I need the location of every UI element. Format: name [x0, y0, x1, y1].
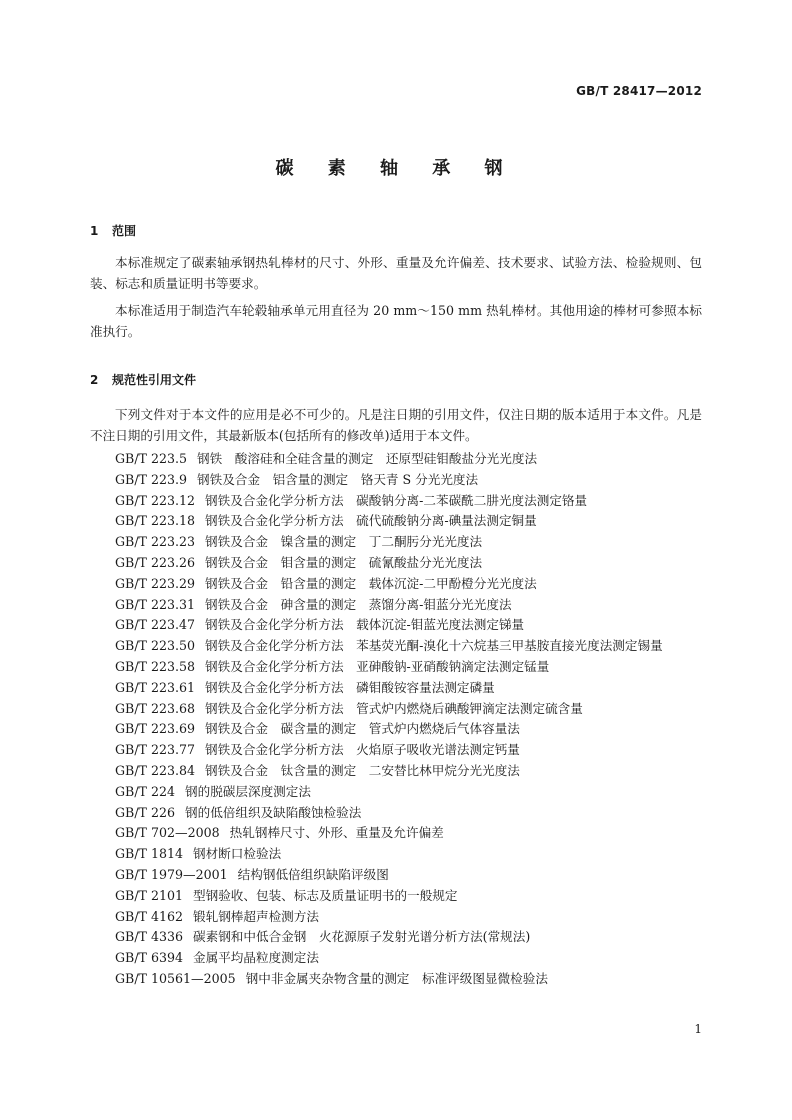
reference-item: [90, 803, 702, 824]
reference-title: 碳素钢和中低合金钢 火花源原子发射光谱分析方法(常规法): [193, 929, 531, 945]
reference-title: 钢铁及合金 镍含量的测定 丁二酮肟分光光度法: [205, 534, 483, 550]
section-2-heading: [90, 371, 196, 388]
reference-title: 钢铁及合金化学分析方法 磷钼酸铵容量法测定磷量: [205, 679, 495, 695]
reference-title: 钢铁及合金化学分析方法 载体沉淀-钼蓝光度法测定锑量: [205, 617, 525, 633]
reference-item: [90, 761, 702, 782]
reference-title: 钢铁及合金 铝含量的测定 铬天青 S 分光光度法: [197, 471, 479, 487]
reference-title: 钢的脱碳层深度测定法: [185, 783, 311, 799]
reference-item: [90, 907, 702, 928]
document-title: 碳 素 轴 承 钢: [275, 158, 517, 179]
reference-item: [90, 470, 702, 491]
page-number: 1: [694, 1022, 702, 1036]
reference-code: GB/T 223.5: [115, 451, 188, 466]
references-intro: 下列文件对于本文件的应用是必不可少的。凡是注日期的引用文件，仅注日期的版本适用于本文件。凡是不注日期的引用文件，其最新版本(包括所有的修改单)适用于本文件。: [90, 407, 702, 443]
reference-title: 钢的低倍组织及缺陷酸蚀检验法: [185, 804, 362, 820]
reference-code: GB/T 702—2008: [115, 825, 220, 841]
reference-title: 钢铁及合金 铅含量的测定 载体沉淀-二甲酚橙分光光度法: [205, 575, 537, 591]
reference-code: GB/T 1814: [115, 846, 184, 862]
reference-item: [90, 927, 702, 948]
reference-code: GB/T 223.84: [115, 762, 196, 778]
reference-code: GB/T 223.23: [115, 534, 196, 550]
reference-code: GB/T 224: [115, 783, 175, 799]
reference-item: [90, 449, 702, 470]
reference-list: [90, 449, 702, 990]
reference-item: [90, 615, 702, 636]
reference-code: GB/T 223.50: [115, 638, 196, 654]
reference-code: GB/T 223.26: [115, 554, 196, 570]
scope-paragraph-2: 本标准适用于制造汽车轮毂轴承单元用直径为 20 mm～150 mm 热轧棒材。其他用途的棒材可参照本标准执行。: [90, 303, 702, 339]
section-title: 规范性引用文件: [112, 373, 197, 387]
reference-title: 结构钢低倍组织缺陷评级图: [237, 866, 389, 882]
reference-code: GB/T 223.68: [115, 700, 196, 716]
reference-code: GB/T 1979—2001: [115, 866, 228, 882]
reference-item: [90, 511, 702, 532]
reference-code: GB/T 6394: [115, 950, 184, 966]
reference-item: [90, 948, 702, 969]
reference-title: 钢铁及合金化学分析方法 火焰原子吸收光谱法测定钙量: [205, 742, 520, 758]
reference-code: GB/T 223.12: [115, 492, 196, 508]
reference-item: [90, 865, 702, 886]
reference-item: [90, 823, 702, 844]
reference-title: 钢铁 酸溶硅和全硅含量的测定 还原型硅钼酸盐分光光度法: [197, 451, 538, 466]
reference-code: GB/T 2101: [115, 887, 184, 903]
reference-item: [90, 657, 702, 678]
reference-item: [90, 886, 702, 907]
reference-item: [90, 636, 702, 657]
reference-item: [90, 699, 702, 720]
reference-code: GB/T 223.61: [115, 679, 196, 695]
reference-title: 钢铁及合金化学分析方法 管式炉内燃烧后碘酸钾滴定法测定硫含量: [205, 700, 583, 716]
reference-title: 钢铁及合金化学分析方法 硫代硫酸钠分离-碘量法测定铜量: [205, 513, 537, 529]
reference-item: [90, 678, 702, 699]
reference-item: [90, 969, 702, 990]
reference-code: GB/T 223.29: [115, 575, 196, 591]
reference-code: GB/T 4336: [115, 929, 184, 945]
reference-item: [90, 782, 702, 803]
reference-code: GB/T 226: [115, 804, 175, 820]
reference-title: 锻轧钢棒超声检测方法: [193, 908, 319, 924]
reference-title: 钢中非金属夹杂物含量的测定 标准评级图显微检验法: [245, 970, 548, 986]
reference-code: GB/T 223.58: [115, 658, 196, 674]
reference-code: GB/T 10561—2005: [115, 970, 236, 986]
reference-code: GB/T 223.31: [115, 596, 196, 612]
reference-item: [90, 844, 702, 865]
section-number: 1: [90, 224, 99, 238]
reference-code: GB/T 223.9: [115, 471, 188, 487]
reference-code: GB/T 223.18: [115, 513, 196, 529]
section-1-heading: [90, 222, 136, 239]
reference-title: 钢铁及合金化学分析方法 碳酸钠分离-二苯碳酰二肼光度法测定铬量: [205, 492, 588, 508]
reference-code: GB/T 223.47: [115, 617, 196, 633]
section-number: 2: [90, 373, 99, 387]
reference-item: [90, 491, 702, 512]
reference-title: 型钢验收、包装、标志及质量证明书的一般规定: [193, 887, 458, 903]
reference-item: [90, 595, 702, 616]
reference-title: 钢铁及合金 砷含量的测定 蒸馏分离-钼蓝分光光度法: [205, 596, 512, 612]
section-title: 范围: [112, 224, 137, 238]
reference-item: [90, 553, 702, 574]
reference-title: 钢铁及合金化学分析方法 苯基荧光酮-溴化十六烷基三甲基胺直接光度法测定锡量: [205, 638, 663, 654]
reference-title: 热轧钢棒尺寸、外形、重量及允许偏差: [229, 825, 444, 841]
reference-title: 钢铁及合金化学分析方法 亚砷酸钠-亚硝酸钠滴定法测定锰量: [205, 658, 550, 674]
reference-code: GB/T 223.77: [115, 742, 196, 758]
reference-title: 金属平均晶粒度测定法: [193, 950, 319, 966]
reference-title: 钢铁及合金 碳含量的测定 管式炉内燃烧后气体容量法: [205, 721, 520, 737]
reference-title: 钢铁及合金 钼含量的测定 硫氰酸盐分光光度法: [205, 554, 483, 570]
reference-code: GB/T 4162: [115, 908, 184, 924]
reference-title: 钢铁及合金 钛含量的测定 二安替比林甲烷分光光度法: [205, 762, 520, 778]
reference-title: 钢材断口检验法: [193, 846, 282, 862]
reference-item: [90, 532, 702, 553]
standard-code: GB/T 28417—2012: [576, 84, 702, 98]
reference-item: [90, 719, 702, 740]
reference-code: GB/T 223.69: [115, 721, 196, 737]
reference-item: [90, 574, 702, 595]
reference-item: [90, 740, 702, 761]
scope-paragraph-1: 本标准规定了碳素轴承钢热轧棒材的尺寸、外形、重量及允许偏差、技术要求、试验方法、检验规则、包装、标志和质量证明书等要求。: [90, 255, 702, 291]
